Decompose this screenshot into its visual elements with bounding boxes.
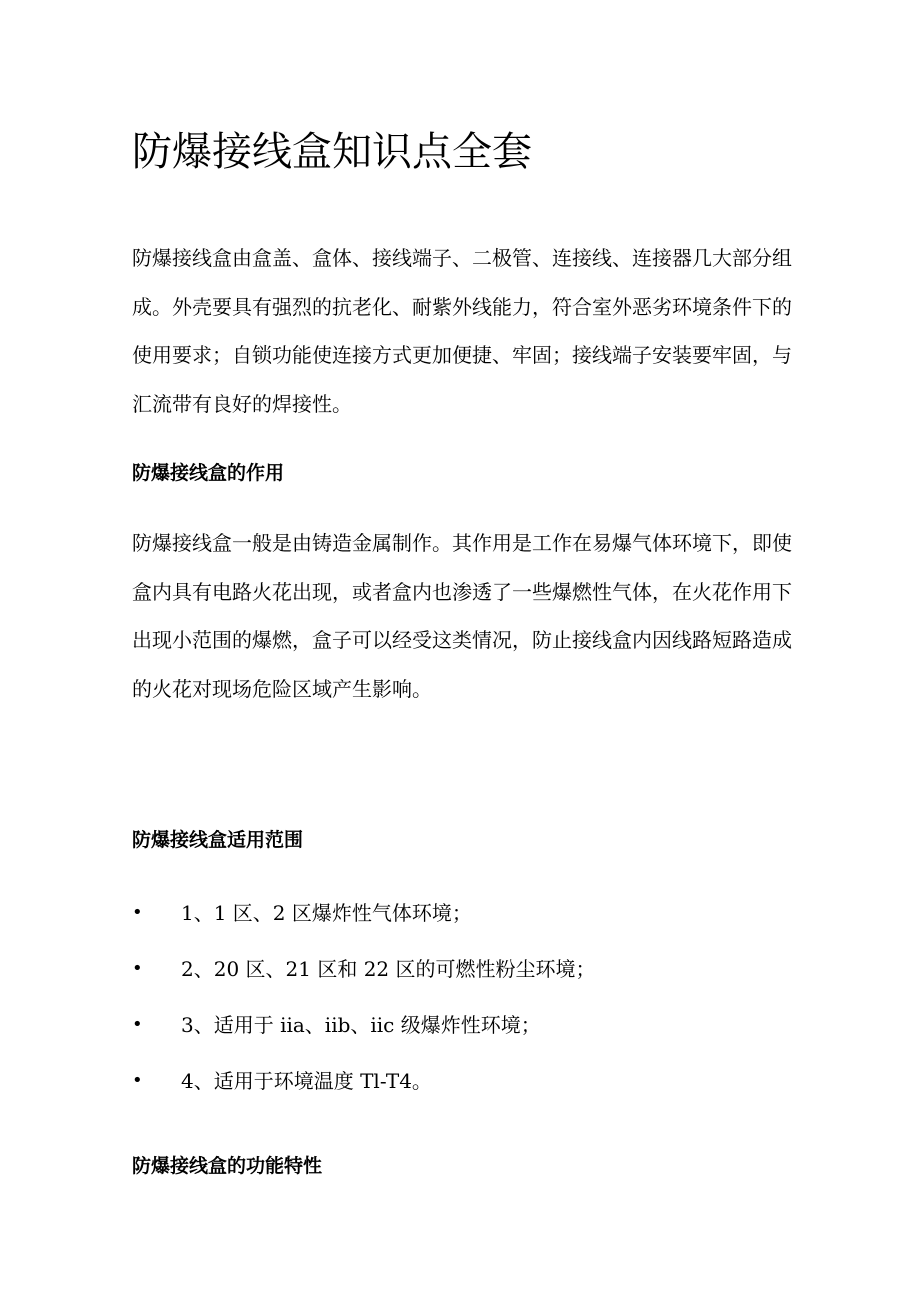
section-heading-features: 防爆接线盒的功能特性: [132, 1155, 323, 1177]
bullet-icon: •: [132, 958, 143, 979]
section-heading-scope: 防爆接线盒适用范围: [132, 829, 304, 851]
list-item-text: 3、适用于 iia、iib、iic 级爆炸性环境；: [181, 1013, 541, 1037]
list-item-text: 1、1 区、2 区爆炸性气体环境；: [181, 901, 472, 925]
usage-paragraph: 防爆接线盒一般是由铸造金属制作。其作用是工作在易爆气体环境下，即使盒内具有电路火花出现，或者盒内也渗透了一些爆燃性气体，在火花作用下出现小范围的爆燃，盒子可以经受这类情况，防止接线盒内因线路短路造成的火花对现场危险区域产生影响。: [132, 531, 792, 701]
list-item-text: 4、适用于环境温度 Tl-T4。: [181, 1069, 432, 1093]
bullet-icon: •: [132, 1070, 143, 1091]
bullet-icon: •: [132, 902, 143, 923]
page-title: 防爆接线盒知识点全套: [132, 129, 532, 175]
bullet-icon: •: [132, 1014, 143, 1035]
section-heading-usage: 防爆接线盒的作用: [132, 462, 285, 484]
list-item-text: 2、20 区、21 区和 22 区的可燃性粉尘环境；: [181, 957, 596, 981]
intro-paragraph: 防爆接线盒由盒盖、盒体、接线端子、二极管、连接线、连接器几大部分组成。外壳要具有强烈的抗老化、耐紫外线能力，符合室外恶劣环境条件下的使用要求；自锁功能使连接方式更加便捷、牢固；接线端子安装要牢固，与汇流带有良好的焊接性。: [132, 246, 792, 416]
